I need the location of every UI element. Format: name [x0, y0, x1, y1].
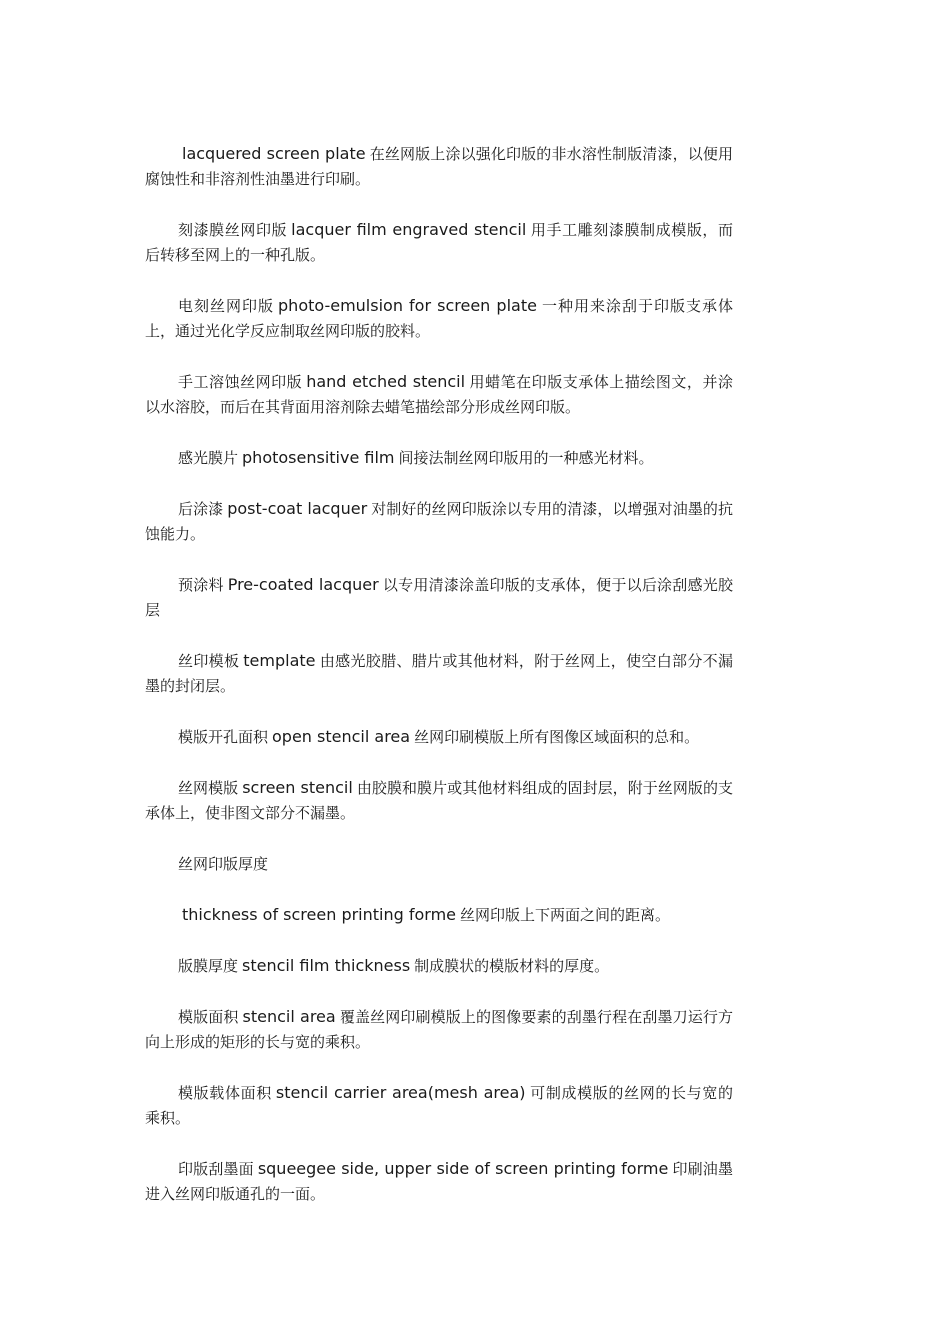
glossary-entry	[145, 496, 733, 547]
term-definition: 间接法制丝网印版用的一种感光材料。	[398, 449, 654, 467]
term-definition: 一种用来涂刮于印版支承体上，通过光化学反应制取丝网印版的胶料。	[145, 297, 733, 340]
term-english: hand etched stencil	[306, 372, 466, 391]
term-chinese: 刻漆膜丝网印版	[178, 221, 288, 239]
term-chinese: 模版开孔面积	[178, 728, 269, 746]
term-chinese: 模版面积	[178, 1008, 239, 1026]
glossary-entry	[145, 724, 733, 750]
term-definition: 覆盖丝网印刷模版上的图像要素的刮墨行程在刮墨刀运行方向上形成的矩形的长与宽的乘积。	[145, 1008, 733, 1051]
glossary-entry	[145, 369, 733, 420]
glossary-entry	[145, 851, 733, 877]
glossary-entry	[145, 1080, 733, 1131]
document-page	[145, 141, 733, 1232]
term-english: photo-emulsion for screen plate	[278, 296, 537, 315]
glossary-entry	[145, 217, 733, 268]
term-chinese: 模版载体面积	[178, 1084, 272, 1102]
glossary-entry	[145, 293, 733, 344]
term-english: squeegee side, upper side of screen printing forme	[257, 1159, 669, 1178]
glossary-entry	[145, 572, 733, 623]
term-english: open stencil area	[272, 727, 411, 746]
term-definition: 对制好的丝网印版涂以专用的清漆，以增强对油墨的抗蚀能力。	[145, 500, 733, 543]
term-definition: 以专用清漆涂盖印版的支承体，便于以后涂刮感光胶层	[145, 576, 733, 619]
term-chinese: 丝网模版	[178, 779, 239, 797]
glossary-entry	[145, 1004, 733, 1055]
term-english: stencil film thickness	[242, 956, 411, 975]
term-english: template	[243, 651, 316, 670]
term-definition: 用手工雕刻漆膜制成模版，而后转移至网上的一种孔版。	[145, 221, 733, 264]
glossary-entry	[145, 445, 733, 471]
term-chinese: 版膜厚度	[178, 957, 239, 975]
term-english: stencil area	[242, 1007, 336, 1026]
glossary-entry	[145, 141, 733, 192]
term-definition: 丝网印刷模版上所有图像区域面积的总和。	[414, 728, 700, 746]
term-english: post-coat lacquer	[227, 499, 368, 518]
glossary-entry	[145, 775, 733, 826]
term-definition: 由感光胶腊、腊片或其他材料，附于丝网上，使空白部分不漏墨的封闭层。	[145, 652, 733, 695]
term-chinese: 预涂料	[178, 576, 224, 594]
term-english: Pre-coated lacquer	[227, 575, 379, 594]
term-english: lacquered screen plate	[182, 144, 366, 163]
term-definition: 可制成模版的丝网的长与宽的乘积。	[145, 1084, 733, 1127]
term-definition: 在丝网版上涂以强化印版的非水溶性制版清漆，以便用腐蚀性和非溶剂性油墨进行印刷。	[145, 145, 734, 188]
term-definition: 由胶膜和膜片或其他材料组成的固封层，附于丝网版的支承体上，使非图文部分不漏墨。	[145, 779, 733, 822]
term-english: thickness of screen printing forme	[182, 905, 457, 924]
term-chinese: 感光膜片	[178, 449, 239, 467]
term-chinese: 电刻丝网印版	[178, 297, 275, 315]
glossary-entry	[145, 648, 733, 699]
term-definition: 丝网印版上下两面之间的距离。	[460, 906, 671, 924]
glossary-entry	[145, 902, 733, 928]
term-chinese: 手工溶蚀丝网印版	[178, 373, 303, 391]
term-chinese: 丝网印版厚度	[178, 855, 269, 873]
term-definition: 用蜡笔在印版支承体上描绘图文，并涂以水溶胶，而后在其背面用溶剂除去蜡笔描绘部分形成丝网印版。	[145, 373, 733, 416]
term-chinese: 印版刮墨面	[178, 1160, 254, 1178]
term-english: screen stencil	[242, 778, 353, 797]
glossary-entry	[145, 953, 733, 979]
term-english: stencil carrier area(mesh area)	[275, 1083, 526, 1102]
term-definition: 制成膜状的模版材料的厚度。	[414, 957, 610, 975]
glossary-entry	[145, 1156, 733, 1207]
term-definition: 印刷油墨进入丝网印版通孔的一面。	[145, 1160, 733, 1203]
term-chinese: 丝印模板	[178, 652, 240, 670]
term-english: lacquer film engraved stencil	[291, 220, 527, 239]
term-chinese: 后涂漆	[178, 500, 224, 518]
term-english: photosensitive film	[242, 448, 395, 467]
